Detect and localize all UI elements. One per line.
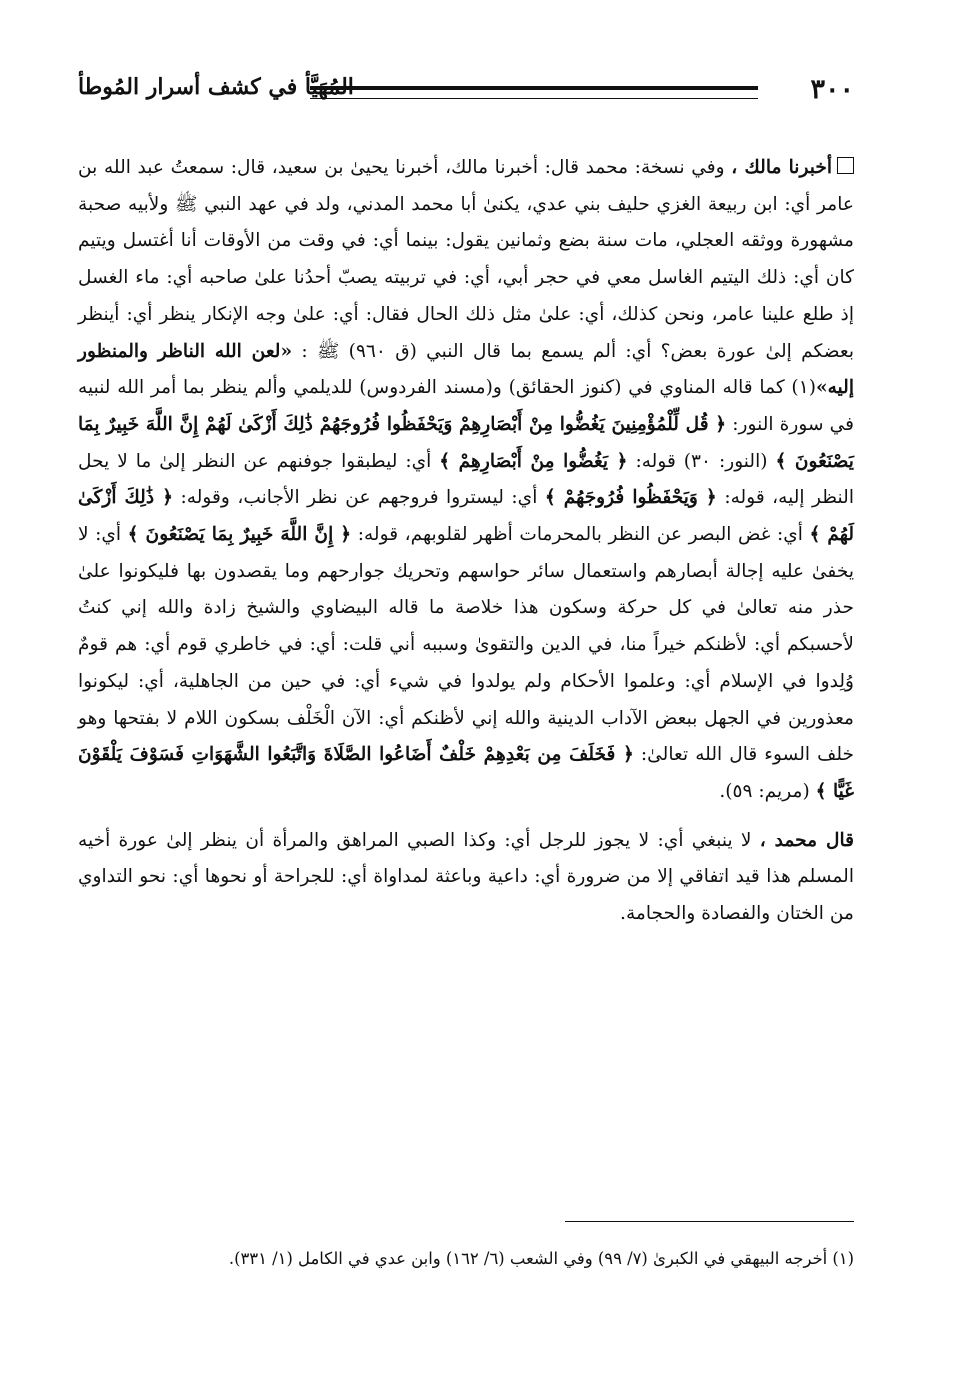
quran-verse: ﴿ يَغُضُّوا مِنْ أَبْصَارِهِمْ ﴾ xyxy=(439,450,628,472)
text-run: وفي نسخة: محمد قال: أخبرنا مالك، أخبرنا يحيىٰ بن سعيد، قال: سمعتُ عبد الله بن عامر أي: ابن ربيعة الغزي حليف بني عدي، يكنىٰ أبا محمد المدني، ولد في عهد النبي ﷺ ولأبيه صحبة مشهورة ووثقه العجلي، مات سنة بضع وثمانين يقول: بينما أي: في وقت من الأوقات أنا أغتسل ويتيم كان أي: ذلك اليتيم الغاسل معي في حجر أبي، أي: في تربيته يصبّ أحدُنا علىٰ صاحبه أي: ماء الغسل إذ طلع علينا عامر، ونحن كذلك، أي: علىٰ مثل ذلك الحال فقال: أي: علىٰ وجه الإنكار ينظر أي: أينظر بعضكم إلىٰ عورة بعض؟ أي: ألم يسمع بما قال النبي (ق ٩٦٠) ﷺ : xyxy=(78,157,854,362)
text-run: أي: لا يخفىٰ عليه إجالة أبصارهم واستعمال سائر حواسهم وتحريك جوارحهم وما يقصدون بها فليكونوا علىٰ حذر منه تعالىٰ في كل حركة وسكون هذا خلاصة ما قاله البيضاوي والشيخ زادة والله إني كنتُ لأحسبكم أي: لأظنكم خيراً منا، في الدين والتقوىٰ وسببه أني قلت: أي: في خاطري قوم أي: هم قومٌ وُلِدوا في الإسلام أي: وعلموا الأحكام ولم يولدوا في شيء أي: في حين من الجاهلية، أي: ليكونوا معذورين في الجهل ببعض الآداب الدينية والله إني لأظنكم أي: الآن الْخَلْف بسكون اللام لا بفتحها وهو خلف السوء قال الله تعالىٰ: xyxy=(78,524,854,766)
page-number: ٣٠٠ xyxy=(810,74,854,105)
narration-head: قال محمد ، xyxy=(759,829,855,851)
footnote: (١) أخرجه البيهقي في الكبرىٰ (٧/ ٩٩) وفي الشعب (٦/ ١٦٢) وابن عدي في الكامل (١/ ٣٣١). xyxy=(228,1249,854,1268)
text-run: أي: غض البصر عن النظر بالمحرمات أظهر لقلوبهم، قوله: xyxy=(357,524,803,546)
main-text xyxy=(78,150,854,933)
text-run: (١) كما قاله المناوي في (كنوز الحقائق) و(مسند الفردوس) للديلمي وألم ينظر بما أمر الله لنبيه في سورة النور: xyxy=(78,377,854,435)
quran-verse: ﴿ فَخَلَفَ مِن بَعْدِهِمْ خَلْفٌ أَضَاعُوا الصَّلَاةَ وَاتَّبَعُوا الشَّهَوَاتِ فَسَوْفَ يَلْقَوْنَ غَيًّا ﴾ xyxy=(78,744,854,802)
paragraph-1 xyxy=(78,150,854,811)
quran-verse: ﴿ قُل لِّلْمُؤْمِنِينَ يَغُضُّوا مِنْ أَبْصَارِهِمْ وَيَحْفَظُوا فُرُوجَهُمْ ذَٰلِكَ أَزْكَىٰ لَهُمْ إِنَّ اللَّهَ خَبِيرٌ بِمَا يَصْنَعُونَ ﴾ xyxy=(78,413,854,472)
quran-verse: ﴿ وَيَحْفَظُوا فُرُوجَهُمْ ﴾ xyxy=(544,487,717,509)
quran-verse: ﴿ ذَٰلِكَ أَزْكَىٰ لَهُمْ ﴾ xyxy=(78,487,854,546)
header-rule xyxy=(310,86,758,99)
quran-verse: ﴿ إِنَّ اللَّهَ خَبِيرٌ بِمَا يَصْنَعُونَ ﴾ xyxy=(127,524,352,546)
hadith-quote: «لعن الله الناظر والمنظور إليه» xyxy=(78,340,854,399)
text-run: أي: ليطبقوا جوفنهم عن النظر إلىٰ ما لا يحل النظر إليه، قوله: xyxy=(78,450,854,509)
footnote-rule xyxy=(565,1221,854,1222)
narration-head: أخبرنا مالك ، xyxy=(731,157,832,178)
text-run: (النور: ٣٠) قوله: xyxy=(635,450,768,472)
page-header xyxy=(78,70,854,114)
text-run: (مريم: ٥٩). xyxy=(719,780,810,802)
text-run: لا ينبغي أي: لا يجوز للرجل أي: وكذا الصبي المراهق والمرأة أن ينظر إلىٰ عورة أخيه المسلم هذا قيد اتفاقي إلا من ضرورة أي: داعية وباعثة لمداواة أي: للجراحة أو نحوها أي: نحو التداوي من الختان والفصادة والحجامة. xyxy=(78,829,854,925)
square-marker-icon xyxy=(837,157,854,174)
paragraph-2 xyxy=(78,823,854,933)
text-run: أي: ليستروا فروجهم عن نظر الأجانب، وقوله: xyxy=(180,487,538,509)
book-title: المُهَيَّأ في كشف أسرار المُوطأ xyxy=(78,74,354,100)
